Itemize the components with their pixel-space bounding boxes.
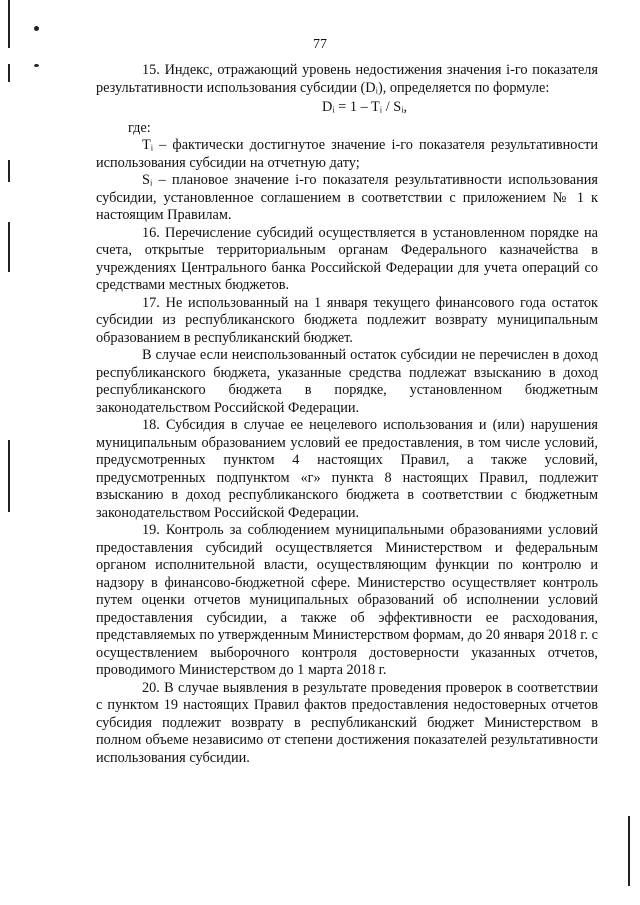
where-label: где: [128,119,151,136]
paragraph-17-continued: В случае если неиспользованный остаток субсидии не перечислен в доход республиканского бюджета, указанные средства подлежат взысканию в доход республиканского бюджета в порядке, установленном бюджетным законодательством Российской Федерации. [96,347,598,416]
definition-t: Tᵢ – фактически достигнутое значение i-го показателя результативности использования субсидии на отчетную дату; [96,137,598,171]
paragraph-17: 17. Не использованный на 1 января текущего финансового года остаток субсидии из республиканского бюджета подлежит возврату муниципальным образованием в республиканский бюджет. [96,294,598,346]
scan-mark-right-1 [628,816,630,886]
scan-mark-left-2 [8,64,10,82]
paragraph-18: 18. Субсидия в случае ее нецелевого использования и (или) нарушения муниципальным образованием условий ее предоставления, в том числе условий, предусмотренных пунктом 4 настоящих Правил, а также условий, предусмотренных подпунктом «г» пункта 8 настоящих Правил, подлежит взысканию в доход республиканского бюджета в соответствии с бюджетным законодательством Российской Федерации. [96,417,598,521]
scan-mark-left-3 [8,160,10,182]
scan-dot-2 [34,64,39,67]
definition-s: Sᵢ – плановое значение i-го показателя результативности использования субсидии, установленное соглашением в соответствии с приложением № 1 к настоящим Правилам. [96,172,598,223]
paragraph-19: 19. Контроль за соблюдением муниципальными образованиями условий предоставления субсидий осуществляется Министерством и федеральным органом исполнительной власти, осуществляющим функции по контролю и надзору в финансово-бюджетной сфере. Министерство осуществляет контроль путем оценки отчетов муниципальных образований об исполнении условий предоставления субсидии, а также об эффективности ее расходования, представляемых по утвержденным Министерством формам, до 20 января 2018 г. с осуществлением выборочного контроля достоверности указанных отчетов, проводимого Министерством до 1 марта 2018 г. [96,522,598,678]
page-number: 77 [313,37,327,52]
document-body [96,62,598,767]
scan-mark-left-4 [8,222,10,272]
paragraph-16: 16. Перечисление субсидий осуществляется в установленном порядке на счета, открытые территориальным органам Федерального казначейства в учреждениях Центрального банка Российской Федерации для учета операций со средствами местных бюджетов. [96,224,598,293]
paragraph-20: 20. В случае выявления в результате проведения проверок в соответствии с пунктом 19 настоящих Правил фактов предоставления недостоверных отчетов субсидия подлежит возврату в республиканский бюджет Министерством в полном объеме независимо от степени достижения показателей результативности использования субсидии. [96,679,598,766]
scan-dot-1 [34,26,39,31]
paragraph-15: 15. Индекс, отражающий уровень недостижения значения i-го показателя результативности использования субсидии (Dᵢ), определяется по формуле: [96,62,598,96]
formula: Dᵢ = 1 – Tᵢ / Sᵢ, [322,99,408,115]
scan-mark-left-5 [8,440,10,512]
